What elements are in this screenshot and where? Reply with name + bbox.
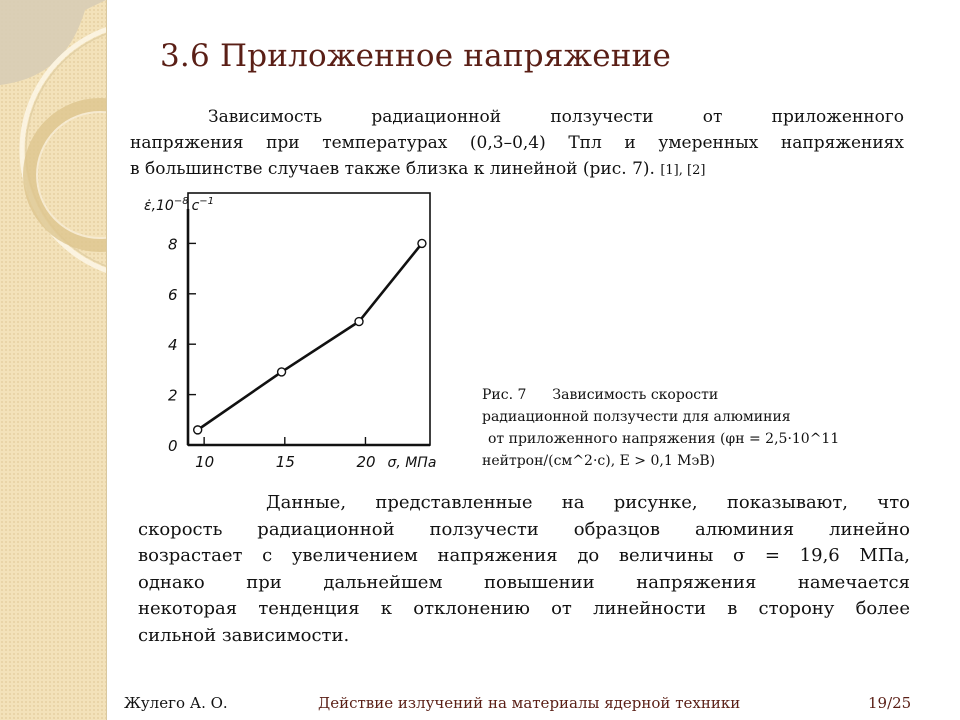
y-axis-label: $\varepsiloṅ,10^{-8}$ $с^{-1}$: [144, 196, 215, 214]
data-line: [198, 243, 422, 429]
reference-links[interactable]: [1], [2]: [660, 163, 706, 178]
data-point: [278, 368, 286, 376]
figure-label: Рис. 7: [482, 387, 527, 403]
figure-caption: [482, 384, 839, 472]
creep-rate-chart: [140, 188, 450, 473]
y-tick-label: 0: [168, 437, 178, 455]
x-tick-label: 15: [275, 453, 295, 471]
intro-line-last: [130, 156, 904, 184]
body-line: возрастает с увеличением напряжения до величины σ = 19,6 МПа,: [138, 545, 910, 566]
body-line: скорость радиационной ползучести образцов алюминия линейно: [138, 518, 910, 540]
data-point: [194, 426, 202, 434]
chart-frame: [188, 193, 430, 445]
intro-line: напряжения при температурах (0,3–0,4) Тпл и умеренных напряжениях: [130, 133, 904, 153]
intro-line: Зависимость радиационной ползучести от приложенного: [208, 107, 904, 127]
footer-course-title: Действие излучений на материалы ядерной техники: [318, 694, 741, 712]
y-tick-label: 6: [168, 285, 178, 304]
slide-title: 3.6 Приложенное напряжение: [160, 38, 672, 74]
caption-line: радиационной ползучести для алюминия: [482, 409, 791, 425]
x-tick-label: 20: [356, 453, 376, 471]
footer-page-number: 19/25: [868, 694, 912, 712]
intro-line-text: в большинстве случаев также близка к линейной (рис. 7).: [130, 159, 655, 179]
body-line: Данные, представленные на рисунке, показывают, что: [266, 492, 910, 513]
caption-line: от приложенного напряжения (φн = 2,5·10^11: [488, 431, 840, 447]
y-tick-label: 2: [168, 386, 178, 405]
footer-author: Жулего А. О.: [124, 694, 228, 712]
caption-line: нейтрон/(см^2·с), E > 0,1 МэВ): [482, 453, 716, 469]
body-line: однако при дальнейшем повышении напряжения намечается: [138, 571, 910, 593]
y-tick-label: 8: [168, 235, 178, 254]
decorative-rings-icon: [0, 0, 106, 720]
data-point: [355, 318, 363, 326]
x-axis-label: σ, МПа: [387, 455, 437, 471]
chart-canvas: [140, 188, 450, 473]
data-point: [418, 239, 426, 247]
body-paragraph: [138, 490, 910, 649]
body-line-last: сильной зависимости.: [138, 624, 350, 646]
body-line: некоторая тенденция к отклонению от линейности в сторону более: [138, 598, 910, 619]
caption-line: [482, 384, 839, 406]
y-tick-label: 4: [168, 336, 178, 355]
x-tick-label: 10: [195, 453, 215, 471]
decorative-sidebar: [0, 0, 107, 720]
caption-text: Зависимость скорости: [552, 387, 719, 403]
intro-paragraph: [130, 104, 904, 184]
